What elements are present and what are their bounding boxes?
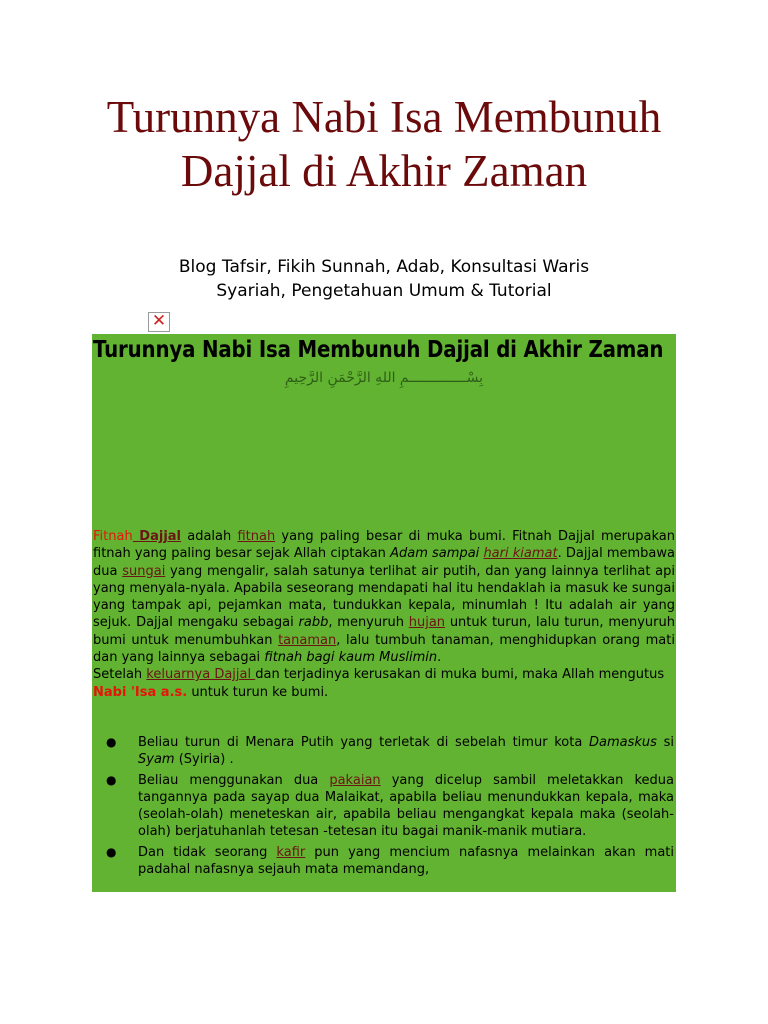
syam: Syam — [138, 752, 175, 768]
text: Setelah — [93, 667, 147, 683]
article-heading: Turunnya Nabi Isa Membunuh Dajjal di Akhir Zaman — [93, 337, 664, 363]
text: si — [656, 735, 674, 750]
article-content — [92, 334, 676, 892]
text: untuk turun ke bumi. — [187, 684, 329, 700]
link-fitnah[interactable]: fitnah — [237, 529, 276, 544]
text: Beliau menggunakan dua — [138, 772, 330, 788]
bullet-list — [106, 734, 674, 881]
article-body — [93, 528, 675, 701]
bullet-icon: ● — [106, 844, 117, 859]
paragraph-nabi-isa — [93, 666, 675, 701]
list-item — [106, 772, 674, 841]
text: yang dicelup sambil meletakkan kedua tangannya pada sayap dua Malaikat, apabila beliau menundukkan kepala, maka (seolah-olah) meneteskan air, apabila beliau mengangkat kepala maka (seolah-olah) berjatuhanlah tetesan -tetesan itu bagai manik-manik mutiara. — [138, 772, 674, 840]
link-kafir[interactable]: kafir — [276, 844, 306, 860]
broken-image-icon: ✕ — [148, 312, 170, 332]
text: adalah — [181, 529, 238, 544]
text: . — [437, 650, 442, 666]
paragraph-fitnah-dajjal — [93, 528, 675, 666]
link-dajjal[interactable]: Dajjal — [132, 529, 182, 544]
text: . Dajjal membawa dua — [93, 546, 675, 579]
page-title: Turunnya Nabi Isa Membunuh Dajjal di Akhir Zaman — [106, 92, 662, 196]
adam-italic: Adam sampai — [390, 546, 484, 562]
rabb-italic: rabb — [298, 615, 329, 631]
page-subtitle — [90, 255, 678, 303]
link-sungai[interactable]: sungai — [122, 563, 166, 579]
link-tanaman[interactable]: tanaman — [278, 632, 337, 648]
subtitle-line-2: Syariah, Pengetahuan Umum & Tutorial — [216, 281, 552, 301]
text: yang mengalir, salah satunya terlihat air putih, dan yang lainnya terlihat api yang menyala-nyala. Apabila seseorang mendapati hal itu hendaklah ia masuk ke sungai yang tampak api, pejamkan mata, tundukkan kepala, minumlah ! Itu adalah air yang sejuk. Dajjal mengaku sebagai — [93, 563, 675, 631]
text: dan terjadinya kerusakan di muka bumi, maka Allah mengutus — [255, 667, 665, 683]
link-pakaian[interactable]: pakaian — [329, 772, 381, 788]
fitnah-muslimin-italic: fitnah bagi kaum Muslimin — [264, 650, 438, 666]
text: yang paling besar di muka bumi. Fitnah Dajjal merupakan fitnah yang paling besar sejak Allah ciptakan — [93, 529, 675, 562]
text: untuk turun, lalu turun, menyuruh bumi untuk menumbuhkan — [93, 615, 675, 648]
text: , lalu tumbuh tanaman, menghidupkan orang mati dan yang lainnya sebagai — [93, 632, 675, 666]
bullet-icon: ● — [106, 735, 117, 749]
text: pun yang mencium nafasnya melainkan akan mati padahal nafasnya sejauh mata memandang, — [138, 844, 674, 878]
text: Beliau turun di Menara Putih yang terletak di sebelah timur kota — [138, 735, 589, 750]
text: Dan tidak seorang — [138, 844, 277, 860]
link-hujan[interactable]: hujan — [408, 615, 446, 631]
link-keluarnya-dajjal[interactable]: keluarnya Dajjal — [146, 667, 256, 683]
subtitle-line-1: Blog Tafsir, Fikih Sunnah, Adab, Konsultasi Waris — [178, 257, 590, 277]
bismillah: بِسْــــــــــــــمِ اللهِ الرَّحْمَنِ الرَّحِيمِ — [284, 370, 484, 386]
nabi-isa-label: Nabi 'Isa a.s. — [93, 684, 188, 700]
text: , menyuruh — [328, 615, 409, 631]
link-hari-kiamat[interactable]: hari kiamat — [483, 546, 558, 562]
list-item — [106, 734, 674, 769]
damaskus: Damaskus — [589, 735, 657, 750]
bullet-icon: ● — [106, 772, 117, 787]
text: (Syiria) . — [174, 752, 234, 768]
list-item — [106, 844, 674, 879]
fitnah-word: Fitnah — [93, 529, 133, 544]
